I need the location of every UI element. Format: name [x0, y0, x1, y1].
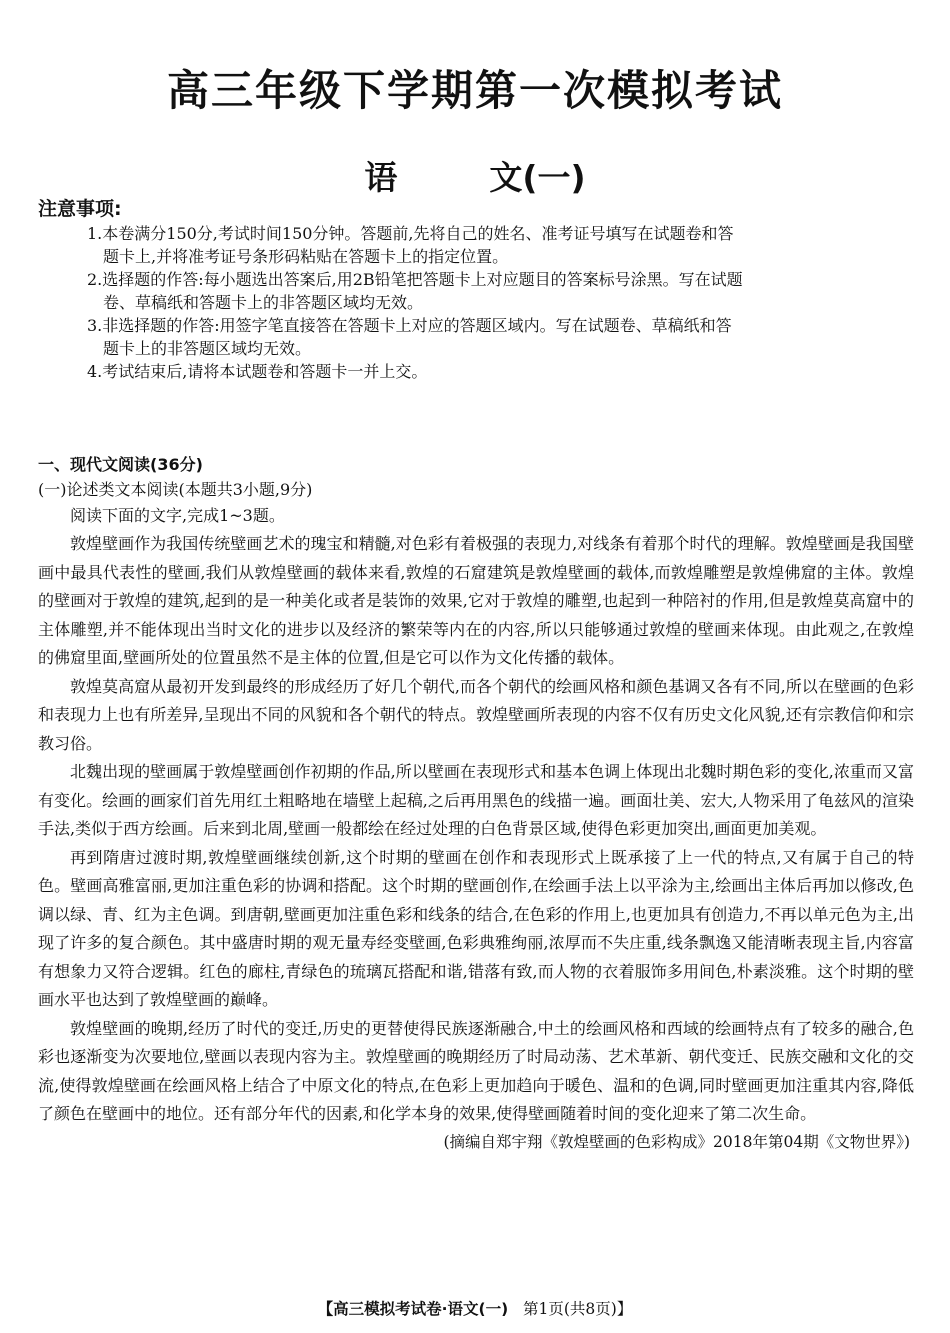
passage-paragraph: 敦煌壁画作为我国传统壁画艺术的瑰宝和精髓,对色彩有着极强的表现力,对线条有着那个时代的理解。敦煌壁画是我国壁画中最具代表性的壁画,我们从敦煌壁画的载体来看,敦煌的石窟建筑是敦煌壁画的载体,而敦煌雕塑是敦煌佛窟的主体。敦煌的壁画对于敦煌的建筑,起到的是一种美化或者是装饰的效果,它对于敦煌的雕塑,也起到一种陪衬的作用,但是敦煌莫高窟中的主体雕塑,并不能体现出当时文化的进步以及经济的繁荣等内在的内容,所以只能够通过敦煌的壁画来体现。由此观之,在敦煌的佛窟里面,壁画所处的位置虽然不是主体的位置,但是它可以作为文化传播的载体。	[38, 534, 914, 667]
passage-paragraph: 敦煌莫高窟从最初开发到最终的形成经历了好几个朝代,而各个朝代的绘画风格和颜色基调又各有不同,所以在壁画的色彩和表现力上也有所差异,呈现出不同的风貌和各个朝代的特点。敦煌壁画所表现的内容不仅有历史文化风貌,还有宗教信仰和宗教习俗。	[38, 676, 914, 753]
passage-source: (摘编自郑宇翔《敦煌壁画的色彩构成》2018年第04期《文物世界》)	[443, 1132, 910, 1151]
notice-item: 1.本卷满分150分,考试时间150分钟。答题前,先将自己的姓名、准考证号填写在试题卷和答题卡上,并将准考证号条形码粘贴在答题卡上的指定位置。	[87, 224, 734, 266]
footer-exam-label: 【高三模拟考试卷·语文(一)	[317, 1300, 509, 1318]
notice-heading: 注意事项:	[38, 198, 122, 220]
section-subheading: (一)论述类文本阅读(本题共3小题,9分)	[38, 480, 313, 499]
page-footer	[0, 1297, 950, 1319]
section-heading: 一、现代文阅读(36分)	[38, 455, 203, 474]
passage-paragraph: 敦煌壁画的晚期,经历了时代的变迁,历史的更替使得民族逐渐融合,中土的绘画风格和西域的绘画特点有了较多的融合,色彩也逐渐变为次要地位,壁画以表现内容为主。敦煌壁画的晚期经历了时局动荡、艺术革新、朝代变迁、民族交融和文化的交流,使得敦煌壁画在绘画风格上结合了中原文化的特点,在色彩上更加趋向于暖色、温和的色调,同时壁画更加注重其内容,降低了颜色在壁画中的地位。还有部分年代的因素,和化学本身的效果,使得壁画随着时间的变化迎来了第二次生命。	[38, 1018, 914, 1123]
reading-section	[38, 452, 914, 1155]
notice-block	[38, 196, 798, 383]
notice-item: 3.非选择题的作答:用签字笔直接答在答题卡上对应的答题区域内。写在试题卷、草稿纸和答题卡上的非答题区域均无效。	[87, 316, 732, 358]
subject-title-right: 文(一)	[489, 158, 586, 197]
passage-paragraph: 北魏出现的壁画属于敦煌壁画创作初期的作品,所以壁画在表现形式和基本色调上体现出北魏时期色彩的变化,浓重而又富有变化。绘画的画家们首先用红土粗略地在墙壁上起稿,之后再用黑色的线描一遍。画面壮美、宏大,人物采用了龟兹风的渲染手法,类似于西方绘画。后来到北周,壁画一般都绘在经过处理的白色背景区域,使得色彩更加突出,画面更加美观。	[38, 762, 914, 838]
notice-item: 2.选择题的作答:每小题选出答案后,用2B铅笔把答题卡上对应题目的答案标号涂黑。写在试题卷、草稿纸和答题卡上的非答题区域均无效。	[87, 270, 743, 312]
footer-page-number: 第1页(共8页)】	[523, 1300, 633, 1318]
notice-item: 4.考试结束后,请将本试题卷和答题卡一并上交。	[87, 362, 428, 381]
subject-title-left: 语	[364, 158, 398, 197]
notice-list	[38, 222, 798, 383]
subject-title	[0, 152, 950, 199]
passage-paragraph: 再到隋唐过渡时期,敦煌壁画继续创新,这个时期的壁画在创作和表现形式上既承接了上一代的特点,又有属于自己的特色。壁画高雅富丽,更加注重色彩的协调和搭配。这个时期的壁画创作,在绘画手法上以平涂为主,绘画出主体后再加以修改,色调以绿、青、红为主色调。到唐朝,壁画更加注重色彩和线条的结合,在色彩的作用上,也更加具有创造力,不再以单元色为主,出现了许多的复合颜色。其中盛唐时期的观无量寿经变壁画,色彩典雅绚丽,浓厚而不失庄重,线条飘逸又能清晰表现主旨,内容富有想象力又符合逻辑。红色的廊柱,青绿色的琉璃瓦搭配和谐,错落有致,而人物的衣着服饰多用间色,朴素淡雅。这个时期的壁画水平也达到了敦煌壁画的巅峰。	[38, 847, 914, 1009]
exam-title: 高三年级下学期第一次模拟考试	[166, 66, 783, 115]
reading-instruction: 阅读下面的文字,完成1~3题。	[70, 506, 285, 525]
